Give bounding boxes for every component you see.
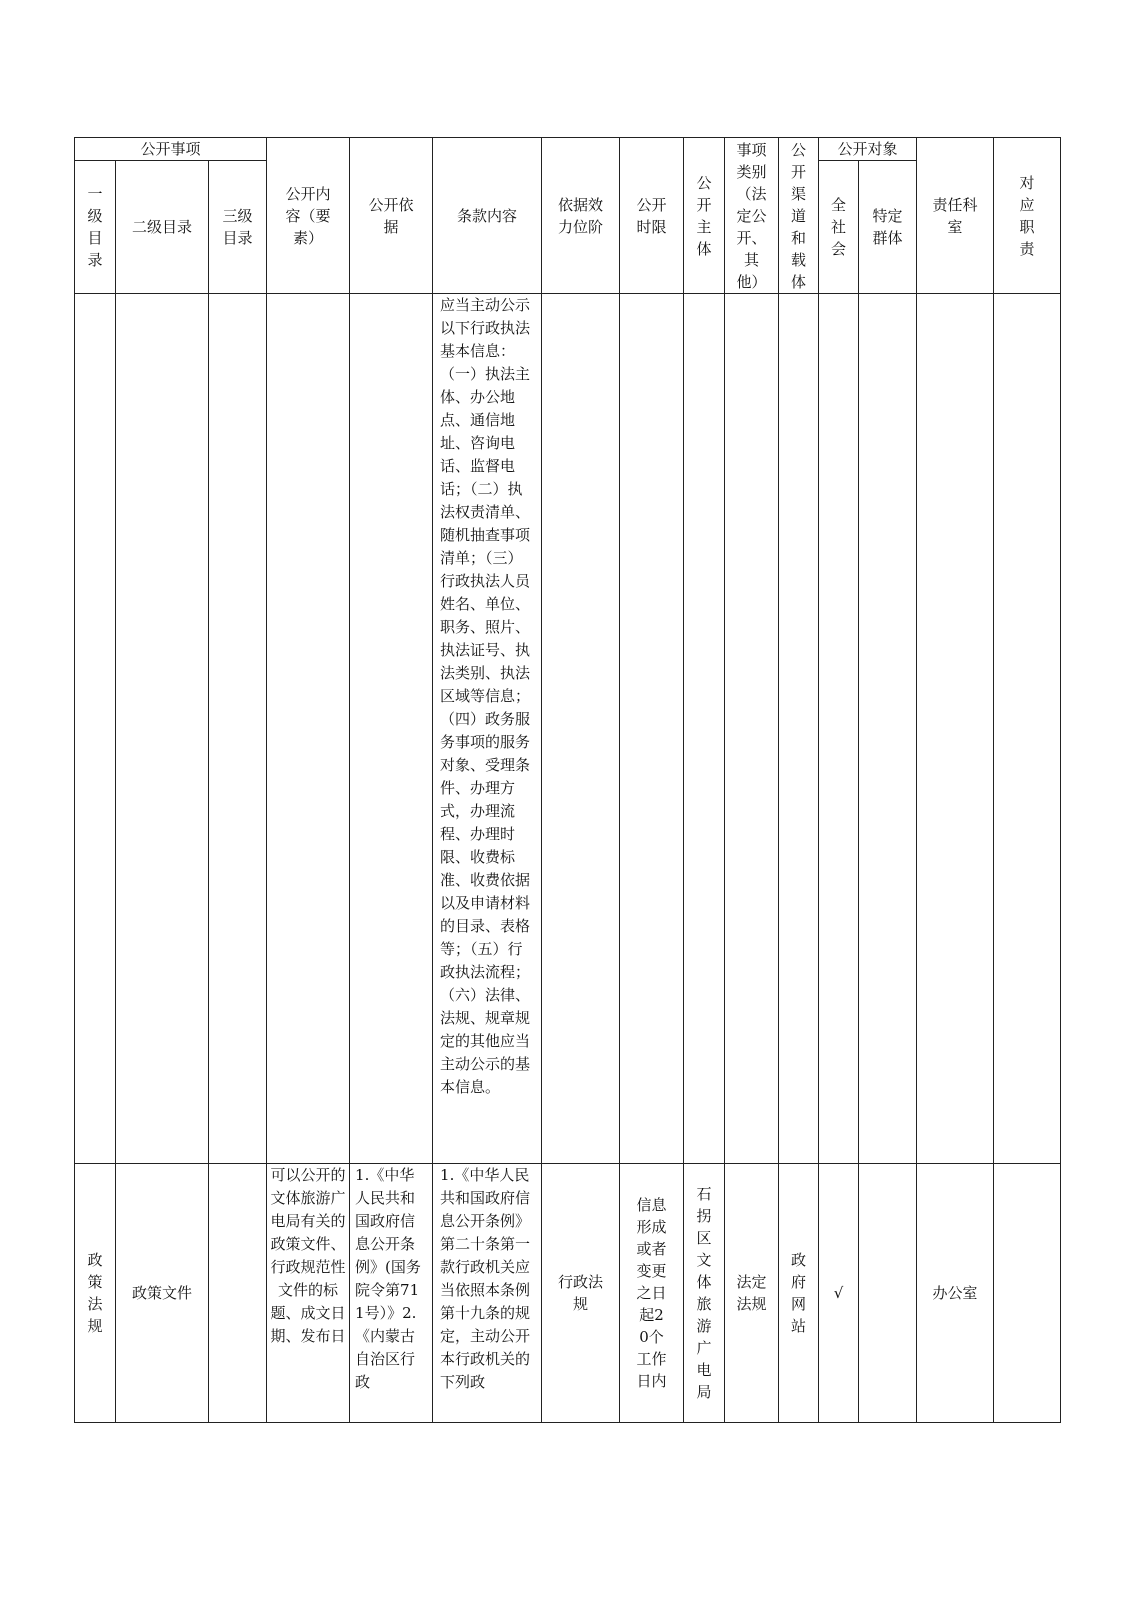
cell-empty	[819, 294, 859, 1164]
cell-office: 办公室	[917, 1164, 994, 1423]
cell-level3	[209, 1164, 267, 1423]
header-level1: 一级目录	[75, 161, 116, 294]
cell-level1: 政策法规	[75, 1164, 116, 1423]
cell-legal-level: 行政法规	[542, 1164, 620, 1423]
header-office: 责任科室	[917, 138, 994, 294]
cell-empty	[917, 294, 994, 1164]
header-legal-level: 依据效力位阶	[542, 138, 620, 294]
cell-whole-society: √	[819, 1164, 859, 1423]
cell-empty	[859, 294, 917, 1164]
cell-category: 法定法规	[725, 1164, 779, 1423]
header-duty: 对应职责	[994, 138, 1061, 294]
header-content: 公开内容（要素）	[267, 138, 350, 294]
cell-empty	[725, 294, 779, 1164]
cell-time-limit: 信息形成或者变更之日起20个工作日内	[620, 1164, 684, 1423]
cell-clause-continuation	[433, 294, 542, 1164]
table-row-policy	[75, 1164, 1061, 1423]
cell-subject: 石拐区文体旅游广电局	[684, 1164, 725, 1423]
header-disclosure-items: 公开事项	[75, 138, 267, 161]
header-channel: 公开渠道和载体	[779, 138, 819, 294]
header-clause: 条款内容	[433, 138, 542, 294]
cell-specific-group	[859, 1164, 917, 1423]
header-whole-society: 全社会	[819, 161, 859, 294]
header-audience: 公开对象	[819, 138, 917, 161]
cell-channel: 政府网站	[779, 1164, 819, 1423]
header-category: 事项类别（法定公开、其他）	[725, 138, 779, 294]
disclosure-table	[74, 137, 1061, 1423]
cell-basis: 1.《中华人民共和国政府信息公开条例》(国务院令第711号）》2.《内蒙古自治区行政	[350, 1164, 433, 1423]
table-row-continuation	[75, 294, 1061, 1164]
header-time-limit: 公开时限	[620, 138, 684, 294]
cell-empty	[267, 294, 350, 1164]
cell-empty	[209, 294, 267, 1164]
cell-empty	[75, 294, 116, 1164]
cell-empty	[779, 294, 819, 1164]
header-level3: 三级目录	[209, 161, 267, 294]
cell-clause: 1.《中华人民共和国政府信息公开条例》第二十条第一款行政机关应当依照本条例第十九条的规定，主动公开本行政机关的下列政	[433, 1164, 542, 1423]
cell-empty	[542, 294, 620, 1164]
header-basis: 公开依据	[350, 138, 433, 294]
cell-empty	[116, 294, 209, 1164]
cell-empty	[620, 294, 684, 1164]
header-row-top	[75, 138, 1061, 161]
cell-duty	[994, 1164, 1061, 1423]
header-level2: 二级目录	[116, 161, 209, 294]
cell-empty	[350, 294, 433, 1164]
cell-empty	[994, 294, 1061, 1164]
header-subject: 公开主体	[684, 138, 725, 294]
cell-level2: 政策文件	[116, 1164, 209, 1423]
clause-text: 应当主动公示以下行政执法基本信息：（一）执法主体、办公地点、通信地址、咨询电话、监督电话；（二）执法权责清单、随机抽查事项清单；（三）行政执法人员姓名、单位、职务、照片、执法证号、执法类别、执法区域等信息；（四）政务服务事项的服务对象、受理条件、办理方式，办理流程、办理时限、收费标准、收费依据以及申请材料的目录、表格等；（五）行政执法流程；（六）法律、法规、规章规定的其他应当主动公示的基本信息。	[440, 296, 531, 1096]
header-specific-group: 特定群体	[859, 161, 917, 294]
cell-empty	[684, 294, 725, 1164]
cell-content: 可以公开的文体旅游广电局有关的政策文件、行政规范性文件的标题、成文日期、发布日	[267, 1164, 350, 1423]
